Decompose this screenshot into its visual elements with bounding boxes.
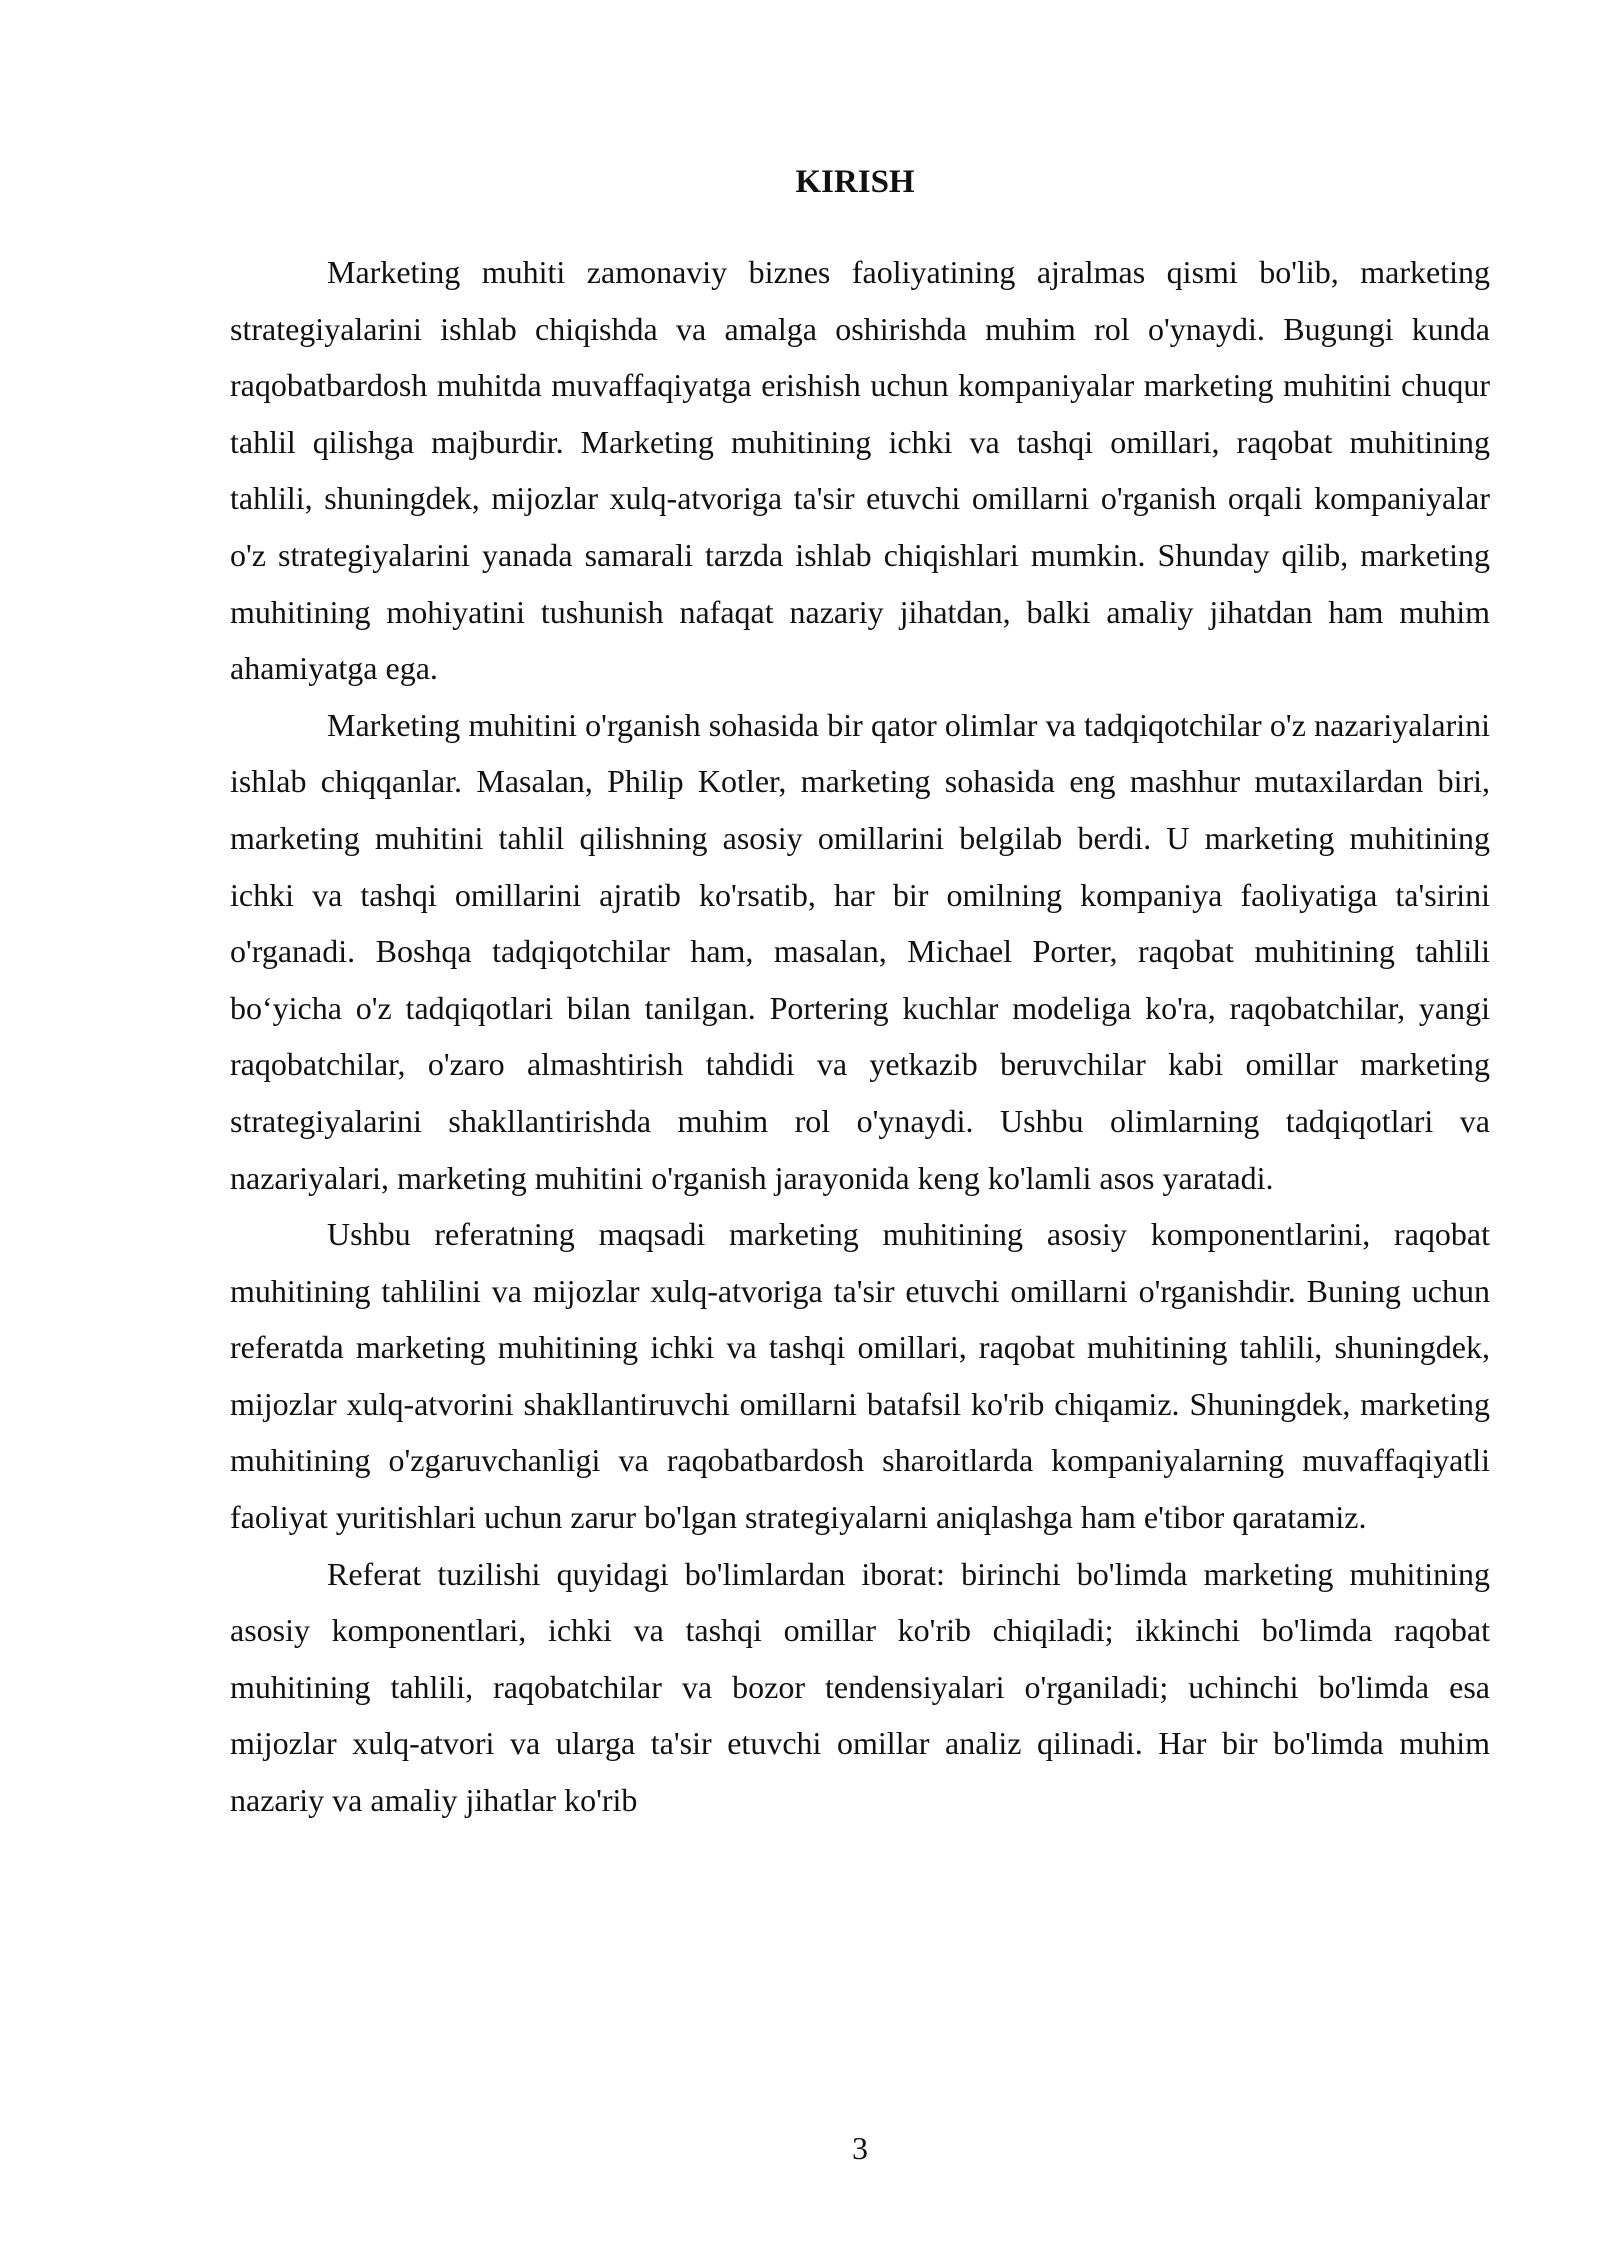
page-number: 3 [852, 2130, 868, 2166]
paragraph-3: Ushbu referatning maqsadi marketing muhitining asosiy komponentlarini, raqobat muhitining tahlilini va mijozlar xulq-atvoriga ta'sir etuvchi omillarni o'rganishdir. Buning uchun referatda marketing muhitining ichki va tashqi omillari, raqobat muhitining tahlili, shuningdek, mijozlar xulq-atvorini shakllantiruvchi omillarni batafsil ko'rib chiqamiz. Shuningdek, marketing muhitining o'zgaruvchanligi va raqobatbardosh sharoitlarda kompaniyalarning muvaffaqiyatli faoliyat yuritishlari uchun zarur bo'lgan strategiyalarni aniqlashga ham e'tibor qaratamiz. [230, 1216, 1490, 1536]
page-title: KIRISH [795, 164, 915, 200]
paragraph-2: Marketing muhitini o'rganish sohasida bir qator olimlar va tadqiqotchilar o'z nazariyalarini ishlab chiqqanlar. Masalan, Philip Kotler, marketing sohasida eng mashhur mutaxilardan biri, marketing muhitini tahlil qilishning asosiy omillarini belgilab berdi. U marketing muhitining ichki va tashqi omillarini ajratib ko'rsatib, har bir omilning kompaniya faoliyatiga ta'sirini o'rganadi. Boshqa tadqiqotchilar ham, masalan, Michael Porter, raqobat muhitining tahlili bo‘yicha o'z tadqiqotlari bilan tanilgan. Portering kuchlar modeliga ko'ra, raqobatchilar, yangi raqobatchilar, o'zaro almashtirish tahdidi va yetkazib beruvchilar kabi omillar marketing strategiyalarini shakllantirishda muhim rol o'ynaydi. Ushbu olimlarning tadqiqotlari va nazariyalari, marketing muhitini o'rganish jarayonida keng ko'lamli asos yaratadi. [230, 706, 1490, 1196]
body-text [230, 244, 1490, 1829]
paragraph-4: Referat tuzilishi quyidagi bo'limlardan iborat: birinchi bo'limda marketing muhitining asosiy komponentlari, ichki va tashqi omillar ko'rib chiqiladi; ikkinchi bo'limda raqobat muhitining tahlili, raqobatchilar va bozor tendensiyalari o'rganiladi; uchinchi bo'limda esa mijozlar xulq-atvori va ularga ta'sir etuvchi omillar analiz qilinadi. Har bir bo'limda muhim nazariy va amaliy jihatlar ko'rib [230, 1555, 1490, 1819]
paragraph-1: Marketing muhiti zamonaviy biznes faoliyatining ajralmas qismi bo'lib, marketing strategiyalarini ishlab chiqishda va amalga oshirishda muhim rol o'ynaydi. Bugungi kunda raqobatbardosh muhitda muvaffaqiyatga erishish uchun kompaniyalar marketing muhitini chuqur tahlil qilishga majburdir. Marketing muhitining ichki va tashqi omillari, raqobat muhitining tahlili, shuningdek, mijozlar xulq-atvoriga ta'sir etuvchi omillarni o'rganish orqali kompaniyalar o'z strategiyalarini yanada samarali tarzda ishlab chiqishlari mumkin. Shunday qilib, marketing muhitining mohiyatini tushunish nafaqat nazariy jihatdan, balki amaliy jihatdan ham muhim ahamiyatga ega. [230, 254, 1490, 687]
